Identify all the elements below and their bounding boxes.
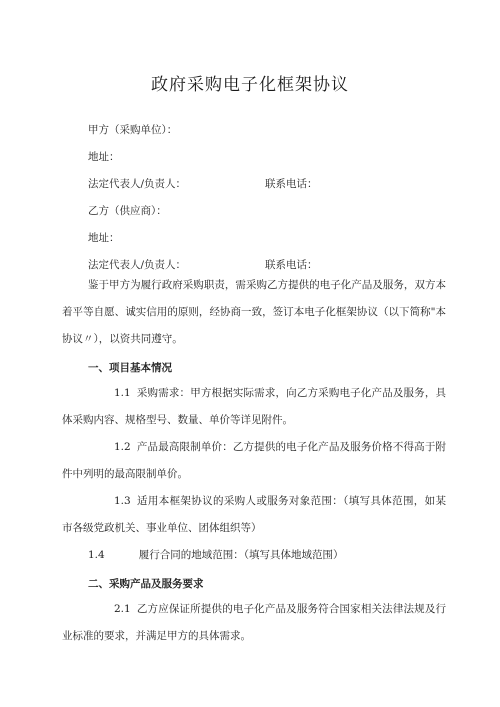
clause-1-4 bbox=[62, 542, 446, 569]
clause-1-1-number: 1.1 bbox=[114, 387, 131, 399]
clause-1-2-number: 1.2 bbox=[114, 441, 131, 453]
clause-1-3-text: 适用本框架协议的采购人或服务对象范围：（填写具体范围，如某市各级党政机关、事业单位、团体组织等） bbox=[62, 495, 446, 534]
party-a-label: 甲方（采购单位）： bbox=[88, 124, 178, 136]
clause-1-2-text: 产品最高限制单价：乙方提供的电子化产品及服务价格不得高于附件中列明的最高限制单价。 bbox=[62, 441, 446, 480]
party-b-phone: 联系电话： bbox=[265, 259, 318, 271]
party-a-rep: 法定代表人/负责人： bbox=[88, 178, 187, 190]
clause-1-4-text: 履行合同的地域范围：（填写具体地域范围） bbox=[138, 549, 344, 561]
section-1-heading: 一、项目基本情况 bbox=[88, 362, 172, 374]
party-a-phone: 联系电话： bbox=[265, 178, 318, 190]
clause-1-2 bbox=[62, 434, 446, 488]
document-title: 政府采购电子化框架协议 bbox=[151, 75, 349, 95]
clause-1-1-text: 采购需求：甲方根据实际需求，向乙方采购电子化产品及服务，具体采购内容、规格型号、数量、单价等详见附件。 bbox=[62, 387, 446, 426]
clause-2-1-text: 乙方应保证所提供的电子化产品及服务符合国家相关法律法规及行业标准的要求，并满足甲方的具体需求。 bbox=[62, 603, 446, 642]
clause-1-3 bbox=[62, 488, 446, 542]
party-b-rep: 法定代表人/负责人： bbox=[88, 259, 187, 271]
clause-1-3-number: 1.3 bbox=[114, 495, 131, 507]
clause-1-1 bbox=[62, 380, 446, 434]
party-b-label: 乙方（供应商）： bbox=[88, 205, 167, 217]
clause-2-1-number: 2.1 bbox=[114, 603, 131, 615]
clause-1-4-number: 1.4 bbox=[88, 549, 105, 561]
preamble-paragraph: 鉴于甲方为履行政府采购职责，需采购乙方提供的电子化产品及服务，双方本着平等自愿、诚实信用的原则，经协商一致，签订本电子化框架协议（以下简称"本协议〃），以资共同遵守。 bbox=[62, 279, 446, 345]
party-b-address: 地址： bbox=[88, 232, 120, 244]
section-2-heading: 二、采购产品及服务要求 bbox=[88, 578, 204, 590]
party-a-address: 地址： bbox=[88, 151, 120, 163]
clause-2-1 bbox=[62, 596, 446, 650]
